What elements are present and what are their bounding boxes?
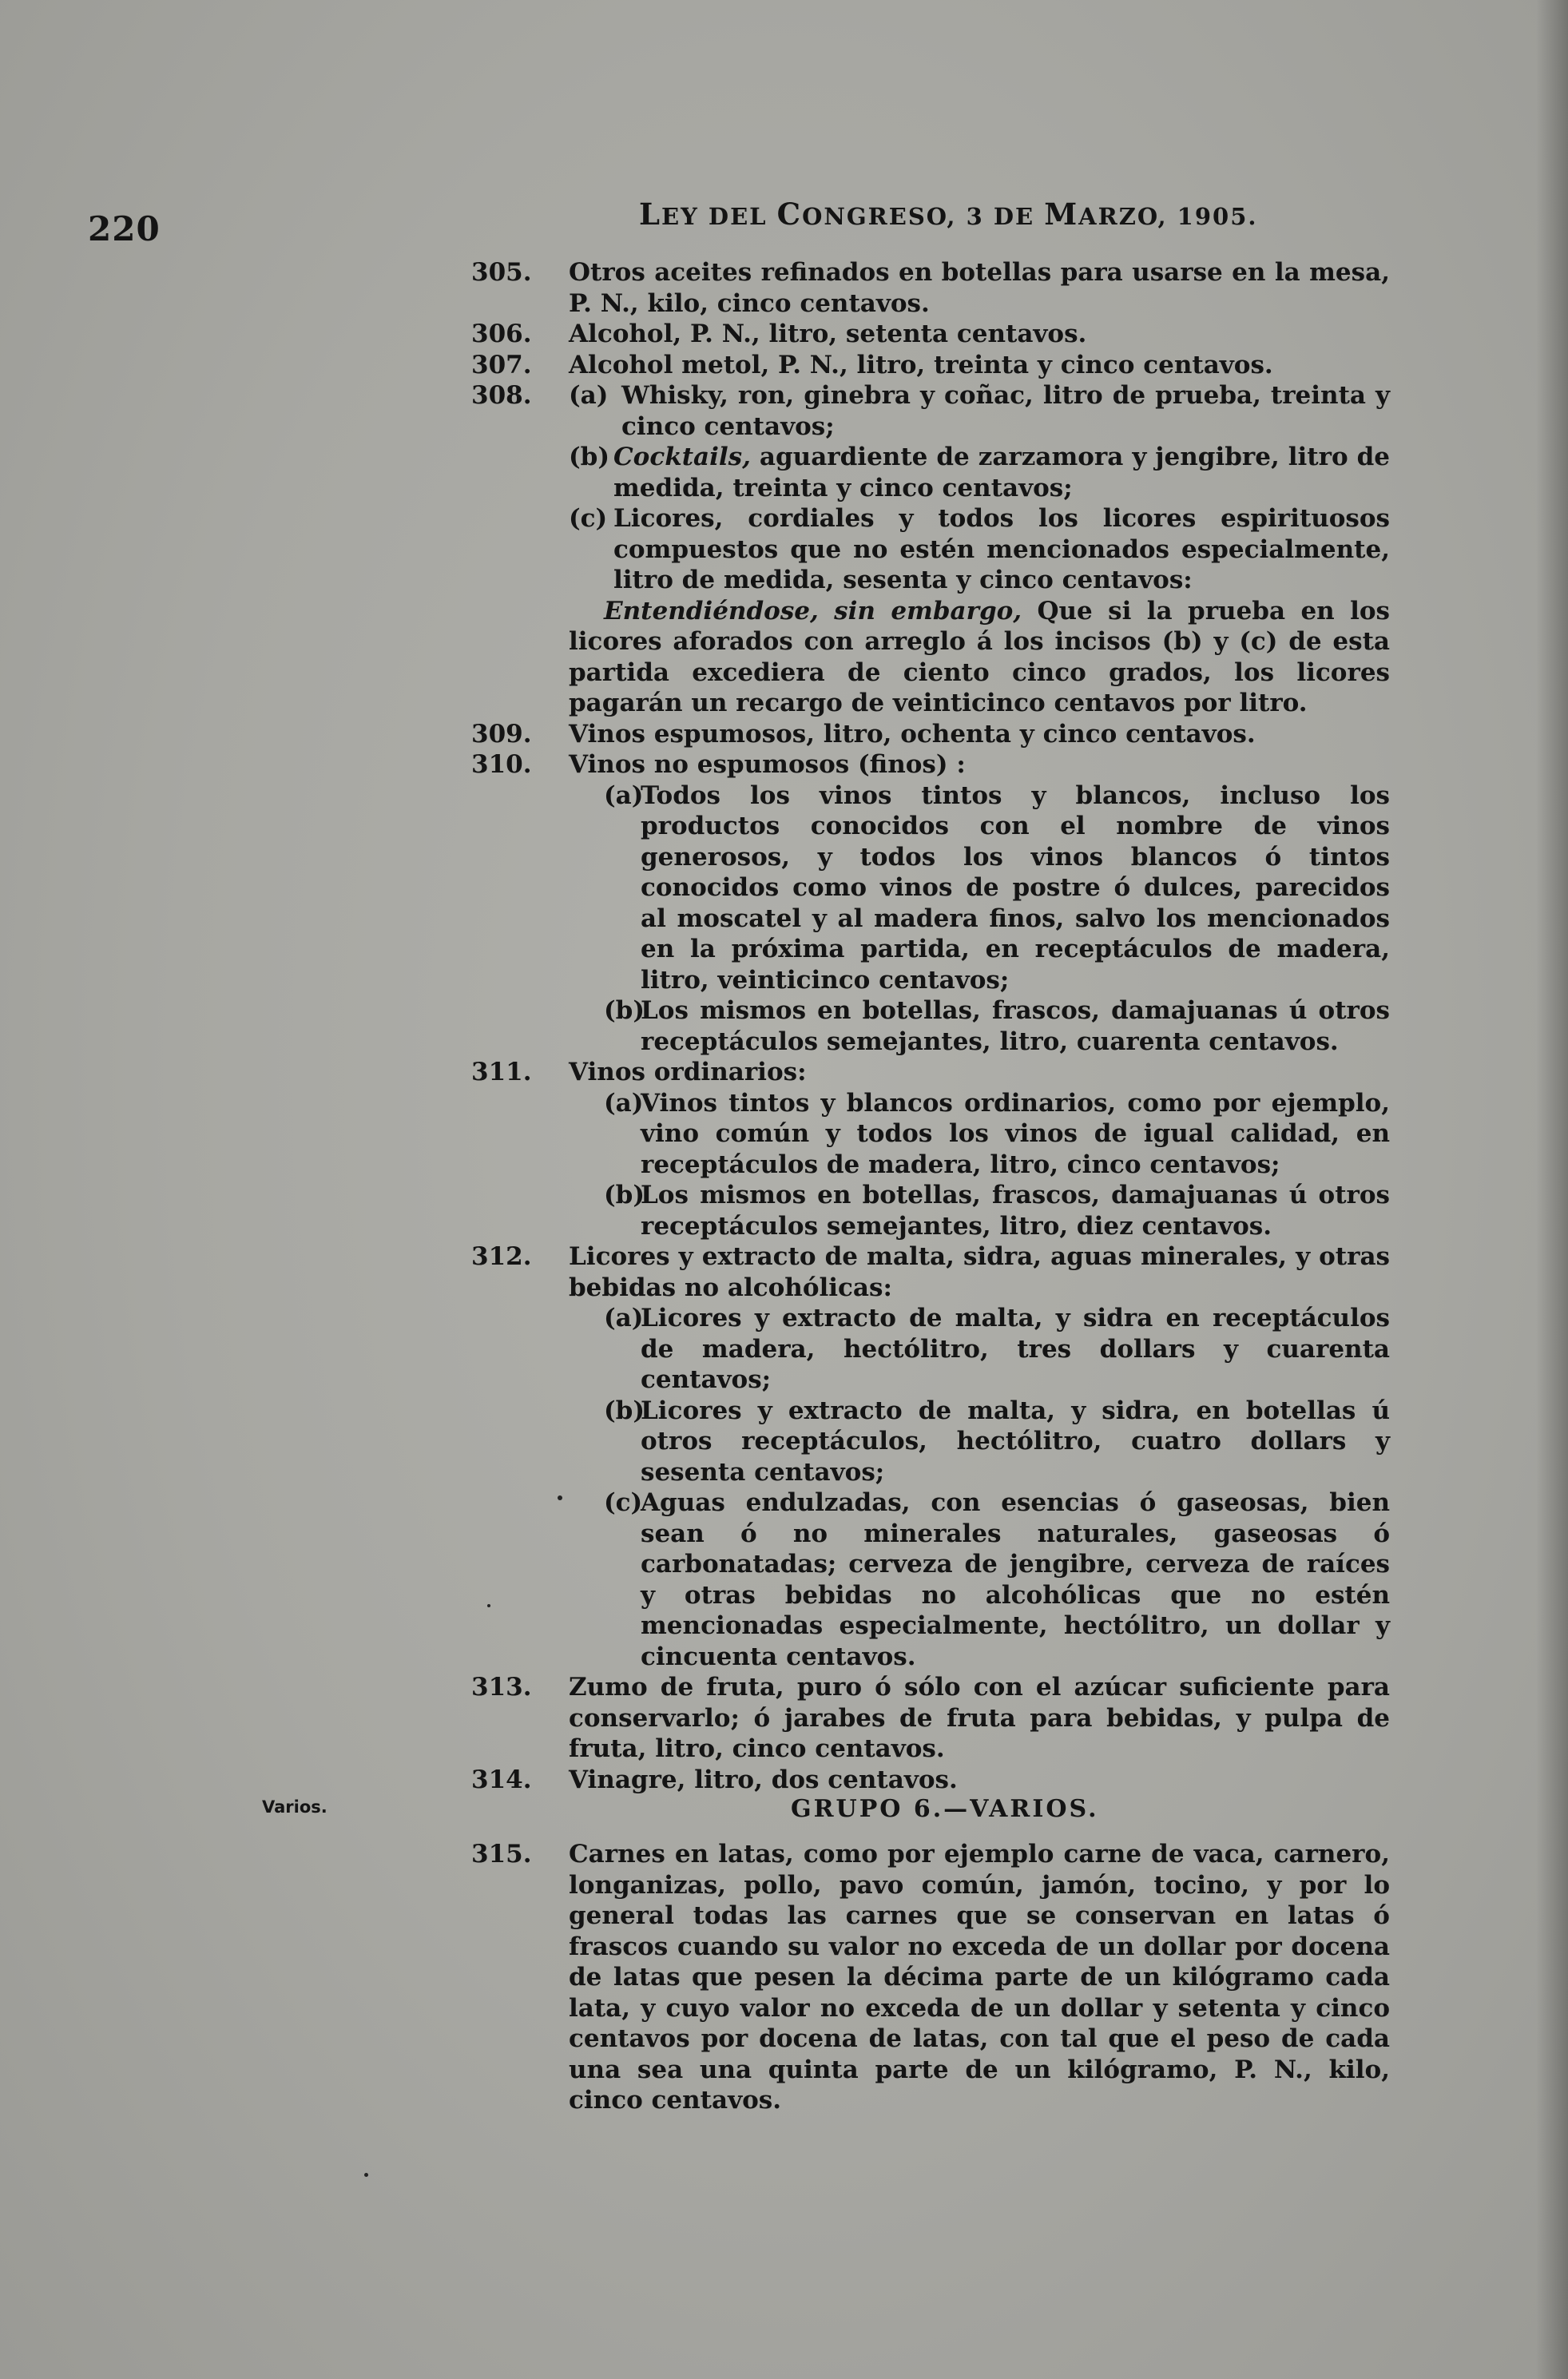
item-text: Vinos ordinarios: (569, 1058, 807, 1086)
running-head (639, 197, 1258, 232)
item-text: Vinos espumosos, litro, ochenta y cinco centavos. (569, 719, 1256, 749)
running-head-text: ONGRESO, 3 DE (802, 203, 1045, 230)
page-number: 220 (88, 209, 161, 248)
running-head-text: EY DEL (661, 203, 777, 230)
sub-item (471, 1303, 1390, 1396)
speck-mark (487, 1604, 490, 1607)
sub-item-text: Vinos tintos y blancos ordinarios, como por ejemplo, vino común y todos los vinos de igual calidad, en receptáculos de madera, litro, cinco centavos; (641, 1088, 1390, 1179)
sub-item (471, 1088, 1390, 1181)
sub-item-text: Los mismos en botellas, frascos, damajuanas ú otros receptáculos semejantes, litro, diez centavos. (641, 1181, 1390, 1241)
item-number: 312. (471, 1242, 532, 1271)
sub-item-letter: (b) (569, 443, 610, 471)
sub-item-text: Licores y extracto de malta, y sidra, en botellas ú otros receptáculos, hectólitro, cuatro dollars y sesenta centavos; (641, 1396, 1390, 1487)
item-text: Licores y extracto de malta, sidra, aguas minerales, y otras bebidas no alcohólicas: (569, 1242, 1390, 1302)
item-text: Alcohol metol, P. N., litro, treinta y cinco centavos. (569, 350, 1273, 379)
sub-item-letter: (a) (604, 780, 644, 810)
sub-item (569, 380, 1390, 442)
running-head-initial: M (1044, 197, 1079, 232)
tariff-item (471, 1765, 1390, 1796)
running-head-initial: L (639, 197, 662, 232)
sub-item (471, 1180, 1390, 1241)
sub-item (471, 442, 1390, 503)
sub-item-text: Licores y extracto de malta, y sidra en receptáculos de madera, hectólitro, tres dollars y cuarenta centavos; (641, 1304, 1390, 1394)
tariff-items-upper (471, 257, 1390, 1795)
sub-item-letter: (b) (604, 1181, 645, 1209)
tariff-item (471, 350, 1390, 381)
speck-mark (364, 2173, 368, 2177)
item-text: Otros aceites refinados en botellas para usarse en la mesa, P. N., kilo, cinco centavos. (569, 258, 1390, 318)
item-number: 314. (471, 1765, 532, 1794)
sub-item-letter: (c) (604, 1488, 643, 1517)
tariff-item (471, 319, 1390, 350)
sub-item (471, 995, 1390, 1057)
proviso-text: Que si la prueba en los licores aforados con arreglo á los incisos (b) y (c) de esta partida excediera de ciento cinco grados, los licores pagarán un recargo de veinticinco centavos por litro. (569, 596, 1391, 717)
speck-mark (558, 1495, 562, 1500)
item-text: Vinos no espumosos (finos) : (569, 750, 966, 779)
item-text: Carnes en latas, como por ejemplo carne de vaca, carnero, longanizas, pollo, pavo común, jamón, tocino, y por lo general todas las carnes que se conservan en latas ó frascos cuando su valor no exceda de un dollar por docena de latas que pesen la décima parte de un kilógramo cada lata, y cuyo valor no exceda de un dollar y setenta y cinco centavos por docena de latas, con tal que el peso de cada una sea una quinta parte de un kilógramo, P. N., kilo, cinco centavos. (569, 1840, 1390, 2115)
running-head-initial: C (776, 197, 803, 232)
proviso-italic: Entendiéndose, sin embargo, (604, 596, 1022, 626)
tariff-item (471, 719, 1390, 750)
tariff-item (471, 1672, 1390, 1765)
item-number: 305. (471, 258, 532, 287)
group-heading: GRUPO 6.—VARIOS. (791, 1795, 1099, 1823)
sub-item (471, 780, 1390, 996)
sub-item-text: Licores, cordiales y todos los licores espirituosos compuestos que no estén mencionados especialmente, litro de medida, sesenta y cinco centavos: (613, 504, 1390, 594)
tariff-item (471, 1241, 1390, 1303)
tariff-item (471, 1057, 1390, 1088)
item-number: 313. (471, 1673, 532, 1702)
item-number: 306. (471, 320, 532, 348)
tariff-items-lower (471, 1839, 1390, 2116)
sub-item-letter: (a) (604, 1088, 644, 1118)
item-text: Vinagre, litro, dos centavos. (569, 1765, 958, 1794)
sub-item-text: Los mismos en botellas, frascos, damajuanas ú otros receptáculos semejantes, litro, cuarenta centavos. (641, 996, 1390, 1056)
tariff-item (471, 749, 1390, 780)
sub-item-letter: (b) (604, 996, 645, 1025)
sub-item-letter: (b) (604, 1396, 645, 1425)
sub-item-text: Whisky, ron, ginebra y coñac, litro de prueba, treinta y cinco centavos; (621, 381, 1390, 441)
proviso-paragraph (471, 596, 1390, 719)
sub-item (471, 1487, 1390, 1672)
item-number: 308. (471, 381, 532, 410)
sub-item (471, 503, 1390, 596)
item-text: Zumo de fruta, puro ó sólo con el azúcar suficiente para conservarlo; ó jarabes de fruta para bebidas, y pulpa de fruta, litro, cinco centavos. (569, 1673, 1390, 1763)
sub-item-italic: Cocktails, (613, 443, 751, 471)
tariff-item (471, 257, 1390, 319)
sub-item-text: Todos los vinos tintos y blancos, incluso los productos conocidos con el nombre de vinos generosos, y todos los vinos blancos ó tintos conocidos como vinos de postre ó dulces, parecidos al moscatel y al madera finos, salvo los mencionados en la próxima partida, en receptáculos de madera, litro, veinticinco centavos; (641, 780, 1390, 995)
sub-item-text: aguardiente de zarzamora y jengibre, litro de medida, treinta y cinco centavos; (613, 443, 1390, 502)
sub-item-letter: (c) (569, 504, 608, 533)
running-head-text: ARZO, 1905. (1078, 203, 1258, 230)
sub-item (471, 1396, 1390, 1488)
sub-item-letter: (a) (604, 1304, 644, 1332)
item-number: 307. (471, 350, 532, 379)
margin-note: Varios. (262, 1797, 327, 1817)
tariff-item (471, 1839, 1390, 2116)
sub-item-text: Aguas endulzadas, con esencias ó gaseosas, bien sean ó no minerales naturales, gaseosas ó carbonatadas; cerveza de jengibre, cerveza de raíces y otras bebidas no alcohólicas que no estén mencionadas especialmente, hectólitro, un dollar y cincuenta centavos. (641, 1488, 1390, 1671)
sub-item-letter: (a) (569, 381, 609, 410)
item-number: 309. (471, 719, 532, 749)
page-edge-shadow (1536, 0, 1568, 2379)
item-number: 311. (471, 1058, 532, 1086)
tariff-item (471, 380, 1390, 442)
item-number: 310. (471, 750, 532, 779)
item-number: 315. (471, 1840, 532, 1869)
item-text: Alcohol, P. N., litro, setenta centavos. (569, 320, 1087, 348)
